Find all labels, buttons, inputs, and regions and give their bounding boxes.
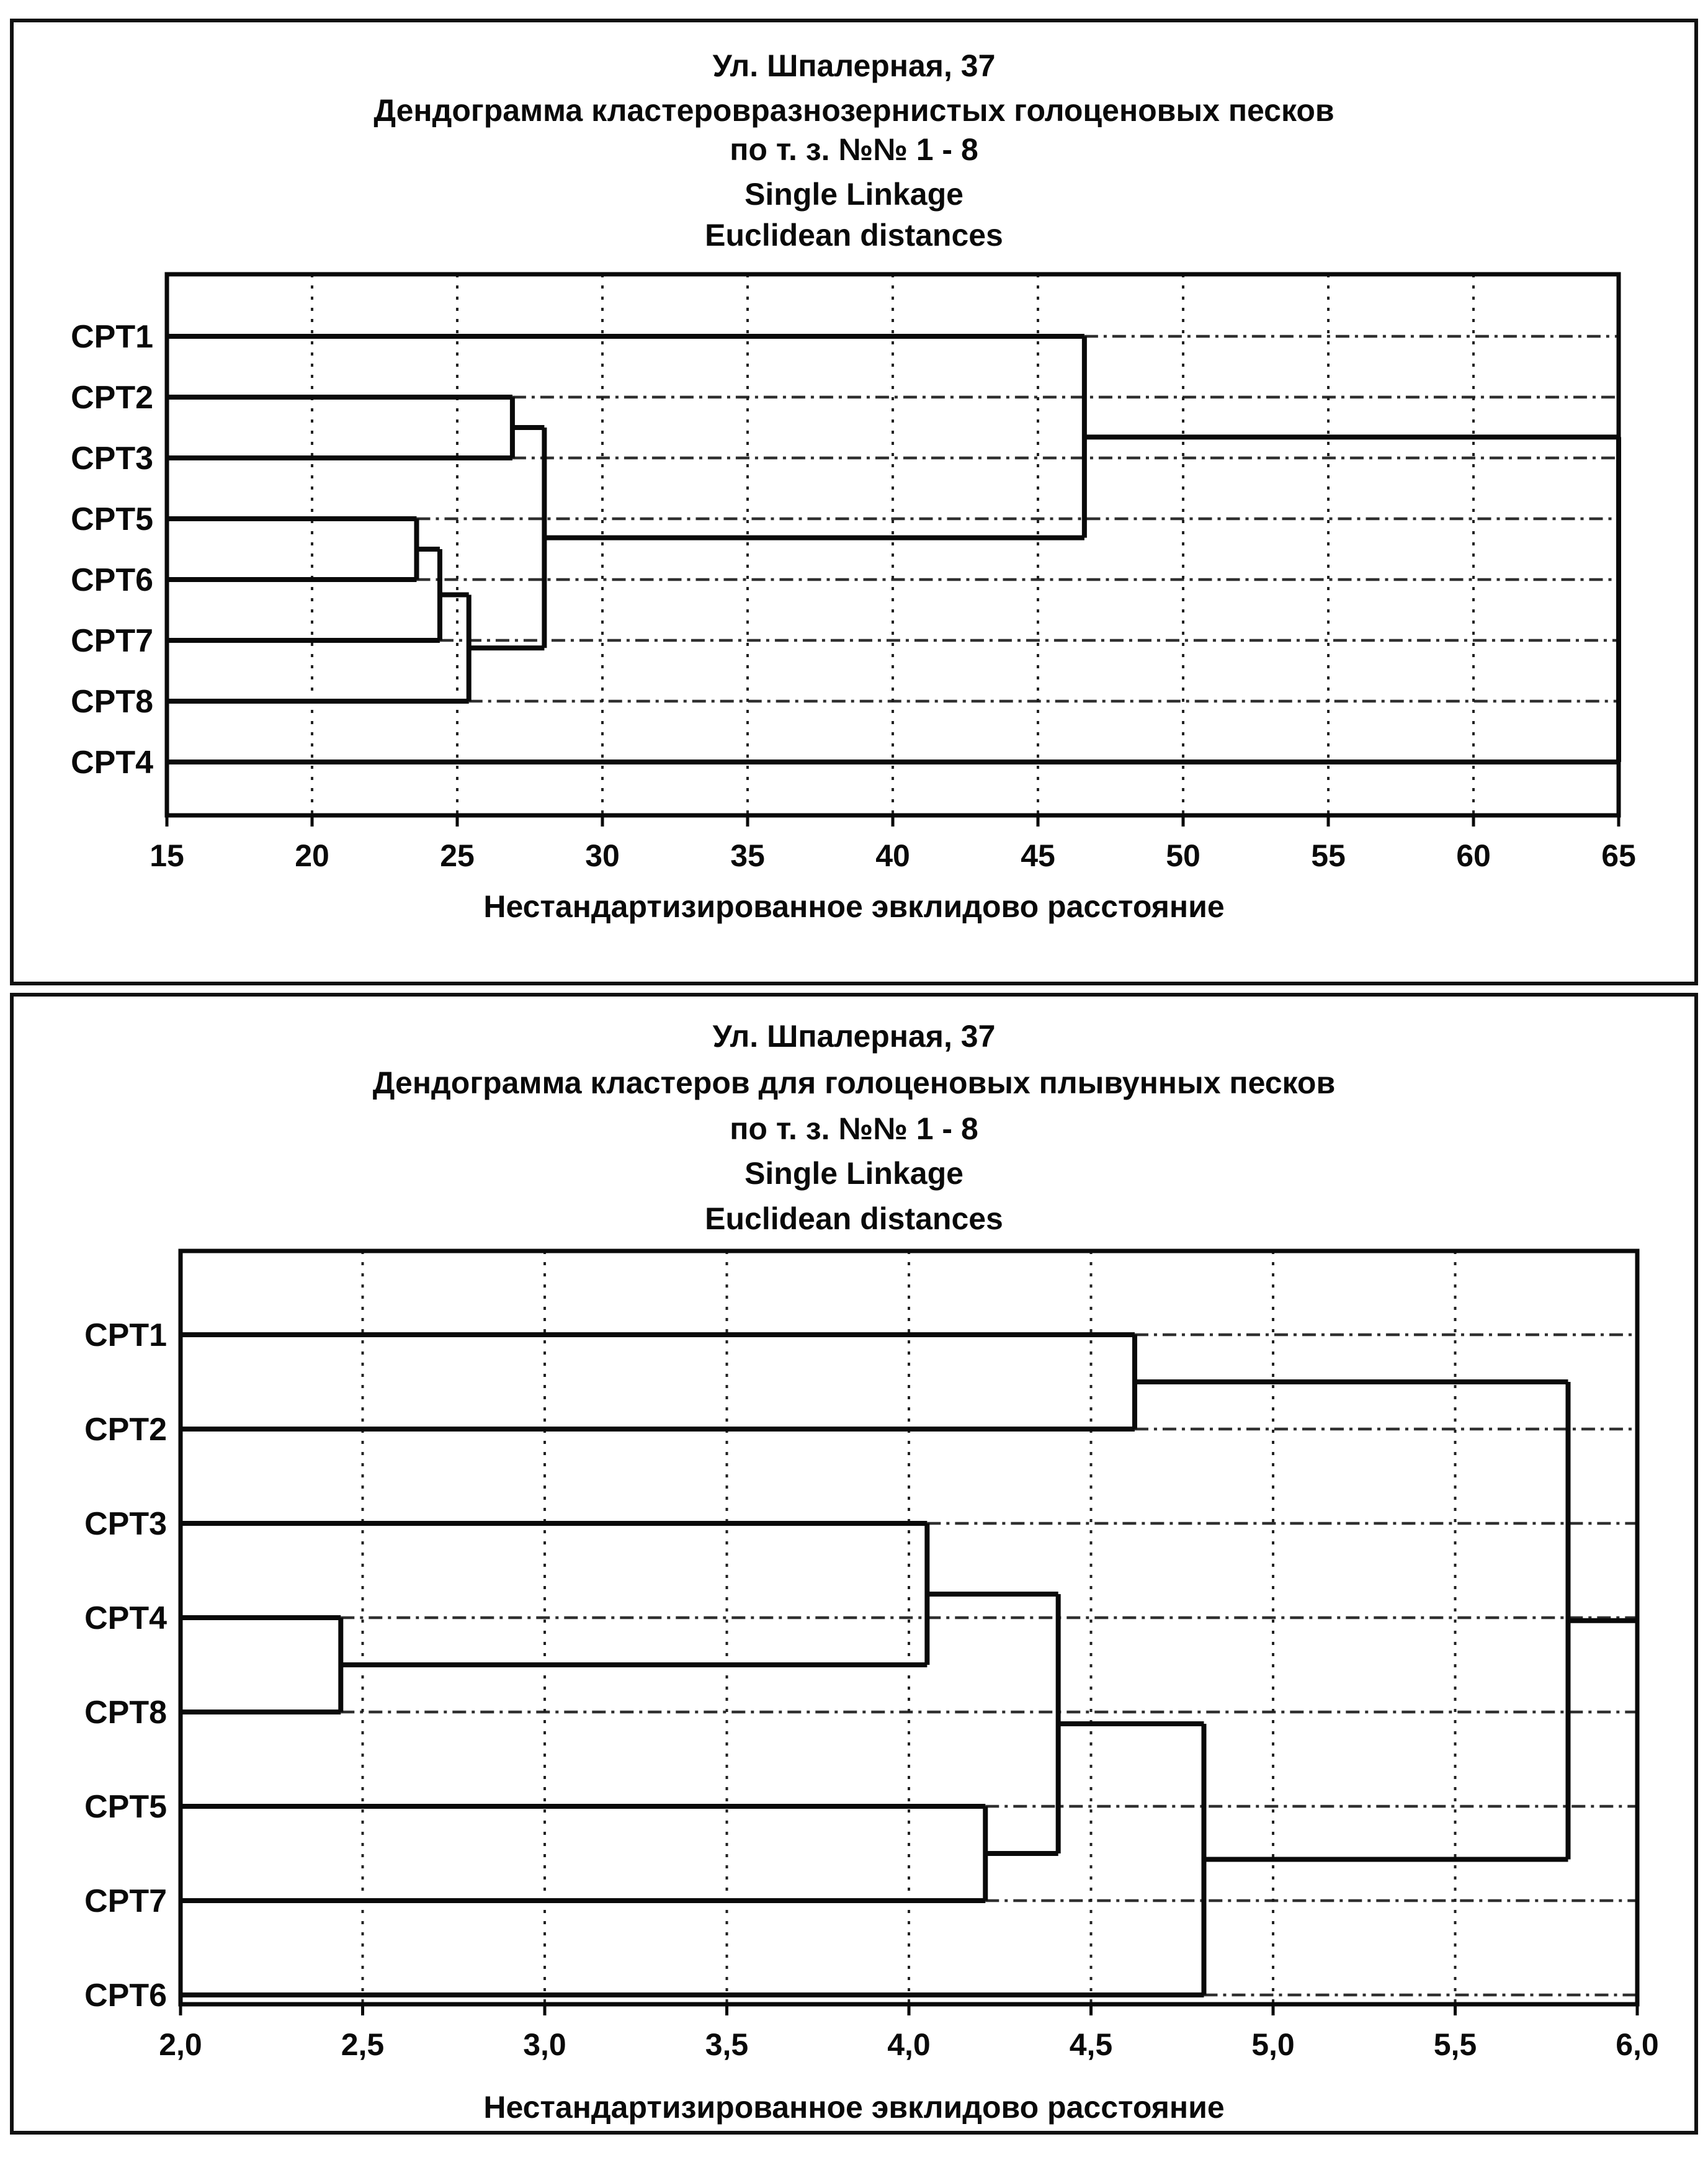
x-tick-label: 25 [440, 838, 475, 873]
x-tick-label: 40 [875, 838, 910, 873]
x-tick-label: 2,0 [159, 2027, 202, 2062]
leaf-label: CPT7 [84, 1883, 167, 1919]
chart-title-line-5: Euclidean distances [705, 218, 1003, 253]
bottom-chart-panel [10, 993, 1698, 2135]
x-tick-label: 3,5 [705, 2027, 749, 2062]
chart-title-line-1: Ул. Шпалерная, 37 [712, 48, 996, 83]
chart-title-line-3: по т. з. №№ 1 - 8 [730, 1111, 978, 1146]
x-tick-label: 55 [1311, 838, 1346, 873]
leaf-label: CPT4 [71, 745, 153, 781]
chart-title-line-1: Ул. Шпалерная, 37 [712, 1019, 996, 1054]
x-tick-label: 4,5 [1069, 2027, 1113, 2062]
leaf-label: CPT3 [71, 441, 153, 477]
x-axis-title-top: Нестандартизированное эвклидово расстояние [483, 889, 1225, 924]
x-tick-label: 4,0 [887, 2027, 931, 2062]
dendrogram-top [14, 22, 1694, 982]
leaf-label: CPT8 [71, 684, 153, 720]
x-tick-label: 3,0 [523, 2027, 566, 2062]
x-tick-label: 65 [1601, 838, 1636, 873]
x-tick-label: 50 [1166, 838, 1201, 873]
chart-title-line-4: Single Linkage [744, 1156, 964, 1191]
leaf-label: CPT2 [84, 1412, 167, 1448]
leaf-label: CPT1 [84, 1317, 167, 1353]
x-tick-label: 5,5 [1433, 2027, 1477, 2062]
leaf-label: CPT1 [71, 319, 153, 355]
chart-title-line-3: по т. з. №№ 1 - 8 [730, 132, 978, 167]
leaf-label: CPT5 [71, 501, 153, 537]
chart-title-line-2: Дендограмма кластеровразнозернистых голоценовых песков [373, 93, 1335, 128]
x-tick-label: 35 [730, 838, 765, 873]
chart-title-line-4: Single Linkage [744, 177, 964, 212]
leaf-label: CPT4 [84, 1600, 167, 1636]
chart-title-line-5: Euclidean distances [705, 1201, 1003, 1236]
leaf-label: CPT6 [71, 562, 153, 598]
leaf-label: CPT5 [84, 1789, 167, 1825]
x-tick-label: 5,0 [1251, 2027, 1295, 2062]
leaf-label: CPT8 [84, 1695, 167, 1731]
x-tick-label: 15 [150, 838, 184, 873]
leaf-label: CPT2 [71, 380, 153, 416]
top-chart-panel [10, 19, 1698, 985]
x-tick-label: 45 [1021, 838, 1055, 873]
x-tick-label: 30 [585, 838, 620, 873]
x-tick-label: 6,0 [1616, 2027, 1659, 2062]
x-axis-title-bottom: Нестандартизированное эвклидово расстояние [483, 2090, 1225, 2125]
chart-title-line-2: Дендограмма кластеров для голоценовых плывунных песков [372, 1065, 1336, 1100]
x-tick-label: 60 [1456, 838, 1491, 873]
leaf-label: CPT3 [84, 1506, 167, 1542]
leaf-label: CPT6 [84, 1978, 167, 2014]
x-tick-label: 20 [295, 838, 329, 873]
dendrogram-bottom [14, 997, 1694, 2131]
x-tick-label: 2,5 [341, 2027, 385, 2062]
leaf-label: CPT7 [71, 623, 153, 659]
